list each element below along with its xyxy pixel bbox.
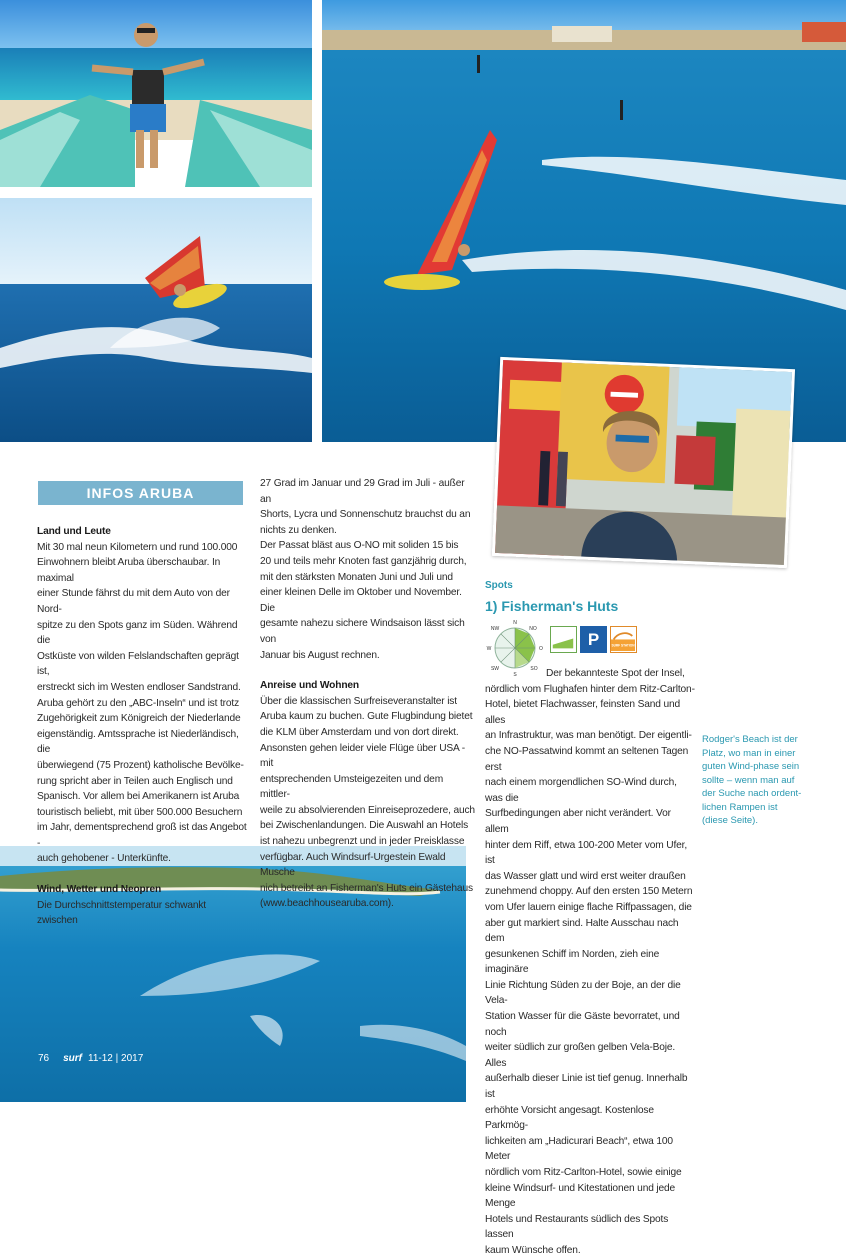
text-line: Der bekannteste Spot der Insel, [546, 668, 685, 679]
text-line: Aruba gehört zu den „ABC-Inseln“ und ist trotz [37, 697, 240, 709]
text-line: Linie Richtung Süden zu der Boje, an der die Vela- [485, 979, 681, 1007]
compass-sw: SW [490, 666, 500, 672]
text-line: bei Zwischenlandungen. Die Auswahl an Hotels [260, 820, 469, 832]
text-line: weiter südlich zur großen gelben Vela-Boje. Alles [485, 1042, 676, 1069]
text-line: kleine Windsurf- und Kitestationen und jede Menge [485, 1182, 676, 1210]
text-line: ist nahezu unbegrenzt und in jeder Preisklasse [260, 836, 465, 848]
text-line: Aruba kaum zu buchen. Gute Flugbindung bietet [260, 711, 473, 723]
text-line: im Jahr, dementsprechend groß ist das Angebot - [37, 822, 247, 849]
text-line: aber gut markiert sind. Halte Ausschau nach dem [485, 917, 679, 945]
text-line: Mit 30 mal neun Kilometern und rund 100.000 [37, 541, 238, 553]
compass-nw: NW [490, 626, 500, 632]
text-line: spitze zu den Spots ganz im Süden. Während die [37, 619, 238, 647]
compass-s: S [513, 672, 517, 678]
text-line: Januar bis August rechnen. [260, 649, 380, 661]
text-line: Hotel, bietet Flachwasser, feinsten Sand und alles [485, 699, 681, 726]
text-line: außerhalb dieser Linie ist tief genug. Innerhalb ist [485, 1073, 688, 1101]
parking-letter: P [587, 630, 600, 649]
text-line: Shorts, Lycra und Sonnenschutz brauchst du an [260, 509, 471, 521]
text-line: Die Durchschnittstemperatur schwankt zwischen [37, 899, 206, 927]
page-footer [38, 1053, 143, 1064]
text-line: nördlich vom Ritz-Carlton-Hotel, sowie einige [485, 1167, 682, 1178]
compass-so: SO [530, 666, 538, 672]
column-2 [260, 476, 475, 912]
text-line: überwiegend (75 Prozent) katholische Bevölke- [37, 759, 244, 771]
magazine-name: surf [63, 1053, 83, 1064]
text-line: nach einem morgendlichen SO-Wind durch, was die [485, 777, 677, 804]
spot-title: 1) Fisherman's Huts [485, 598, 619, 614]
photo-caption: Rodger's Beach ist der Platz, wo man in einer guten Wind-phase sein sollte – wenn man auf der Suche nach ordent-lichen Rampen ist (diese Seite). [702, 734, 802, 826]
text-line: nördlich vom Flughafen hinter dem Ritz-Carlton- [485, 683, 695, 695]
text-line: nich betreibt an Fisherman's Huts ein Gästehaus [260, 882, 473, 894]
text-line: touristisch beliebt, mit über 500.000 Besuchern [37, 806, 243, 818]
text-line: vom Ufer lauern einige flache Riffpassagen, die [485, 901, 692, 913]
text-line: gesamte nahezu sichere Windsaison lässt sich von [260, 618, 465, 645]
text-line: verfügbar. Auch Windsurf-Urgestein Ewald Musche [260, 851, 446, 879]
text-line: kaum Wünsche offen. [485, 1244, 581, 1256]
text-line: weile zu absolvierenden Einreiseprozedere, auch [260, 804, 475, 816]
flatwater-icon [550, 626, 577, 653]
section-heading: Wind, Wetter und Neopren [37, 884, 162, 896]
text-line: an Infrastruktur, was man benötigt. Der eigentli- [485, 730, 692, 742]
text-line: lichkeiten am „Hadicurari Beach“, etwa 100 Meter [485, 1135, 673, 1163]
text-line: gesunkenen Schiff im Norden, zieh eine imaginäre [485, 948, 660, 976]
text-line: Surfbedingungen aber nicht verändert. Vor allem [485, 808, 671, 835]
photo-rider-street [492, 357, 795, 568]
parking-icon [580, 626, 607, 653]
compass-o: O [539, 646, 543, 652]
spots-label: Spots [485, 580, 513, 591]
text-line: che NO-Passatwind kommt an seltenen Tagen erst [485, 745, 689, 773]
text-line: mit den stärksten Monaten Juni und Juli und [260, 571, 453, 583]
text-line: Hotels und Restaurants südlich des Spots lassen [485, 1213, 669, 1241]
text-line: entsprechenden Umsteigezeiten und dem mittler- [260, 773, 444, 801]
text-line: Einwohnern bleibt Aruba überschaubar. In maximal [37, 557, 221, 584]
compass-no: NO [529, 626, 537, 632]
text-line: (www.beachhousearuba.com). [260, 898, 394, 910]
column-1 [37, 524, 249, 929]
text-line: Über die klassischen Surfreiseveranstalter ist [260, 695, 457, 707]
text-line: einer kleinen Delle im Oktober und November. Die [260, 587, 462, 614]
text-line: nichts zu denken. [260, 524, 337, 536]
section-heading: Land und Leute [37, 526, 111, 537]
text-line: die KLM über Amsterdam und von dort direkt. [260, 726, 459, 738]
text-line: Station Wasser für die Gäste bevorratet, und noch [485, 1011, 680, 1038]
compass-w: W [486, 646, 492, 652]
surf-station-icon [610, 626, 637, 653]
text-line: erstreckt sich im Westen endloser Sandstrand. [37, 681, 241, 693]
infos-heading: INFOS ARUBA [38, 481, 243, 505]
text-line: Spanisch. Vor allem bei Amerikanern ist Aruba [37, 791, 240, 803]
issue-number: 11-12 | 2017 [88, 1053, 144, 1064]
text-line: hinter dem Riff, etwa 100-200 Meter vom Ufer, ist [485, 839, 687, 867]
photo-windsurf-jump [0, 198, 312, 442]
text-line: Ostküste von wilden Felslandschaften geprägt ist, [37, 650, 239, 678]
text-line: Der Passat bläst aus O-NO mit soliden 15 bis [260, 540, 459, 552]
text-line: Zugehörigkeit zum Königreich der Niederlande [37, 713, 241, 725]
section-heading: Anreise und Wohnen [260, 680, 359, 692]
text-line: 27 Grad im Januar und 29 Grad im Juli - außer an [260, 478, 465, 505]
surf-station-text: SURF STATION [611, 643, 635, 648]
text-line: auch gehobener - Unterkünfte. [37, 853, 171, 865]
text-line: das Wasser glatt und wird erst weiter draußen [485, 870, 686, 882]
text-line: eigenständig. Amtssprache ist Niederländisch, die [37, 728, 239, 756]
text-line: 20 und teils mehr Knoten fast ganzjährig durch, [260, 555, 467, 567]
text-line: erhöhte Vorsicht angesagt. Kostenlose Parkmög- [485, 1104, 654, 1132]
text-line: einer Stunde fährst du mit dem Auto von der Nord- [37, 588, 230, 615]
spot-description [485, 666, 695, 1259]
text-line: rung spricht aber in Teilen auch Englisch und [37, 775, 233, 787]
compass-n: N [513, 620, 517, 626]
page-number: 76 [38, 1053, 50, 1064]
photo-rider-on-steps [0, 0, 312, 187]
text-line: Ansonsten gehen leider viele Flüge über USA - mit [260, 742, 466, 770]
text-line: zunehmend choppy. Auf den ersten 150 Metern [485, 886, 693, 898]
